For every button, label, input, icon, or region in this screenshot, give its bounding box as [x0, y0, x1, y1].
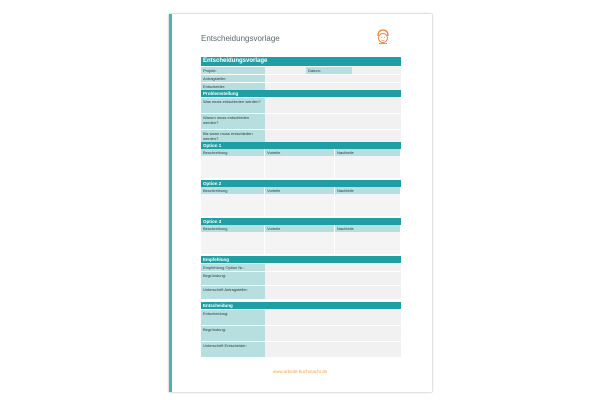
problem-question-2: Warum muss entschieden werden?: [201, 113, 265, 129]
entscheidung-unterschrift-field[interactable]: [265, 341, 401, 357]
entscheider-label: Entscheider:: [201, 82, 265, 90]
datum-label: Datum:: [306, 66, 352, 74]
empfehlung-unterschrift-label: Unterschrift Antragsteller:: [201, 285, 265, 299]
section-title-option-3: Option 3: [201, 218, 401, 225]
entscheidung-label: Entscheidung:: [201, 309, 265, 325]
empfehlung-begruendung-field[interactable]: [265, 271, 401, 285]
problem-block: [201, 90, 401, 145]
entscheidung-field[interactable]: [265, 309, 401, 325]
antragsteller-label: Antragsteller:: [201, 74, 265, 82]
empfehlung-unterschrift-field[interactable]: [265, 285, 401, 299]
section-title-empfehlung: Empfehlung: [201, 256, 401, 263]
option-3-vorteile-field[interactable]: [265, 232, 335, 254]
entscheider-field[interactable]: [265, 82, 401, 90]
empfehlung-block: [201, 256, 401, 299]
datum-field[interactable]: [352, 66, 401, 74]
option-2-col-beschreibung: Beschreibung: [201, 187, 265, 194]
footer-url[interactable]: www.arbeite-buchmacht.de: [272, 369, 328, 374]
problem-question-1: Was muss entschieden werden?: [201, 97, 265, 113]
problem-answer-1[interactable]: [265, 97, 401, 113]
option-3-col-beschreibung: Beschreibung: [201, 225, 265, 232]
option-1-nachteile-field[interactable]: [335, 156, 401, 178]
option-1-vorteile-field[interactable]: [265, 156, 335, 178]
option-3-block: [201, 218, 401, 254]
section-title-option-2: Option 2: [201, 180, 401, 187]
problem-answer-2[interactable]: [265, 113, 401, 129]
option-1-beschreibung-field[interactable]: [201, 156, 265, 178]
face-illustration-icon: [374, 28, 392, 46]
section-title-option-1: Option 1: [201, 142, 401, 149]
section-title-entscheidung: Entscheidung: [201, 302, 401, 309]
document-title: Entscheidungsvorlage: [201, 34, 280, 43]
option-3-beschreibung-field[interactable]: [201, 232, 265, 254]
section-title-main: Entscheidungsvorlage: [201, 57, 401, 66]
entscheidung-block: [201, 302, 401, 357]
empfehlung-option-label: Empfehlung Option Nr.:: [201, 263, 265, 271]
empfehlung-begruendung-label: Begründung:: [201, 271, 265, 285]
option-1-col-nachteile: Nachteile: [335, 149, 401, 156]
antragsteller-field[interactable]: [265, 74, 401, 82]
option-2-block: [201, 180, 401, 216]
option-1-block: [201, 142, 401, 178]
option-2-vorteile-field[interactable]: [265, 194, 335, 216]
entscheidung-unterschrift-label: Unterschrift Entscheider:: [201, 341, 265, 357]
option-2-beschreibung-field[interactable]: [201, 194, 265, 216]
accent-side-bar: [169, 14, 172, 392]
header-block: [201, 57, 401, 90]
option-2-col-vorteile: Vorteile: [265, 187, 335, 194]
option-3-col-nachteile: Nachteile: [335, 225, 401, 232]
projekt-label: Projekt:: [201, 66, 265, 74]
option-2-nachteile-field[interactable]: [335, 194, 401, 216]
option-3-nachteile-field[interactable]: [335, 232, 401, 254]
entscheidung-begruendung-field[interactable]: [265, 325, 401, 341]
problem-question-3: Bis wann muss entschieden werden?: [201, 129, 265, 145]
option-1-col-vorteile: Vorteile: [265, 149, 335, 156]
option-2-col-nachteile: Nachteile: [335, 187, 401, 194]
section-title-problem: Problemstellung: [201, 90, 401, 97]
option-3-col-vorteile: Vorteile: [265, 225, 335, 232]
option-1-col-beschreibung: Beschreibung: [201, 149, 265, 156]
entscheidung-begruendung-label: Begründung:: [201, 325, 265, 341]
projekt-field[interactable]: [265, 66, 306, 74]
empfehlung-option-field[interactable]: [265, 263, 401, 271]
